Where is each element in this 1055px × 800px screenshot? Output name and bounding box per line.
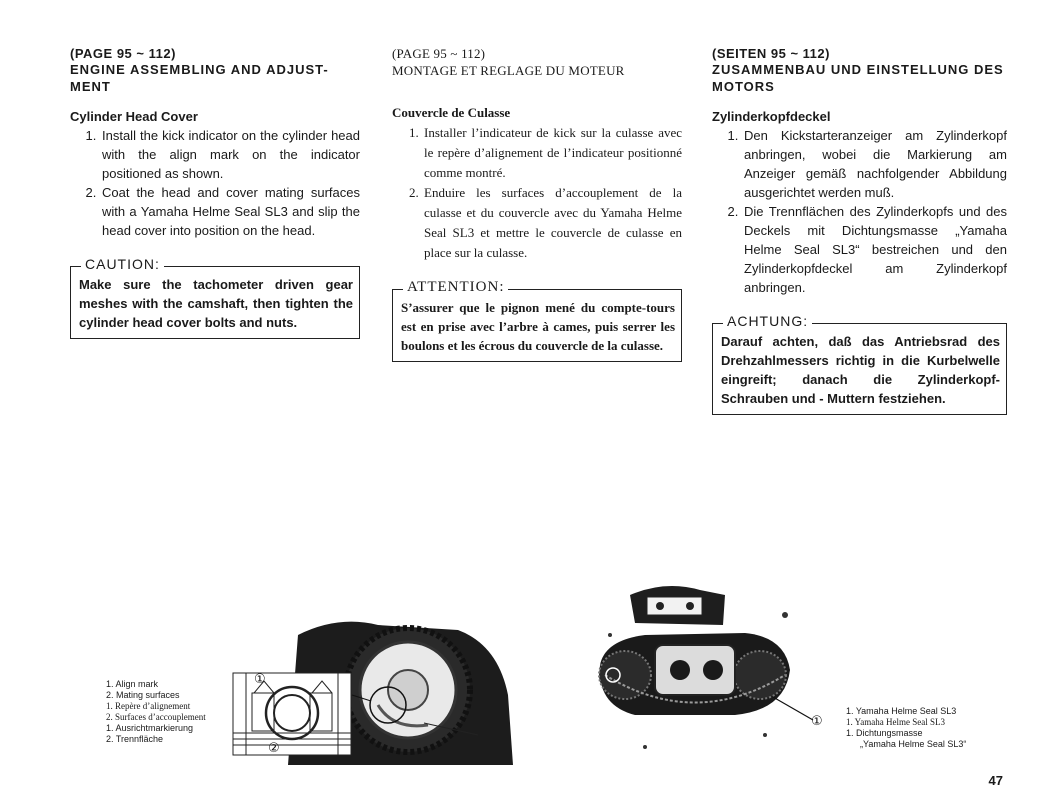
step-item: 2. Die Trennflächen des Zylinderkopfs und des Deckels mit Dichtungsmasse „Yamaha Helme Seal SL3“ bestreichen und den Zylinderkopfdeckel am Zylinderkopf anbringen. <box>742 202 1007 297</box>
step-list <box>392 123 682 263</box>
achtung-box <box>712 313 1007 415</box>
step-item: 2. Enduire les surfaces d’accouplement de la culasse et du couvercle avec du Yamaha Helme Seal SL3 et mettre le couvercle de culasse en place sur la culasse. <box>422 183 682 263</box>
english-column <box>70 46 360 339</box>
page-reference: (SEITEN 95 ~ 112) <box>712 46 830 61</box>
caption-line: „Yamaha Helme Seal SL3“ <box>860 739 967 749</box>
german-column <box>712 46 1007 415</box>
step-item: 1. Installer l’indicateur de kick sur la culasse avec le repère d’alignement de l’indicateur positionné comme montré. <box>422 123 682 183</box>
achtung-text: Darauf achten, daß das Antriebsrad des Drehzahlmessers richtig in die Kurbelwelle eingreift; danach die Zylinderkopf-Schrauben und - Muttern festziehen. <box>721 334 1000 406</box>
left-figure-captions <box>106 679 206 745</box>
achtung-label: ACHTUNG: <box>723 312 812 331</box>
subsection-heading: Cylinder Head Cover <box>70 109 198 124</box>
caption-line: 1. Align mark <box>106 679 159 689</box>
callout-1-label: ① <box>254 672 266 687</box>
caption-line: 2. Trennfläche <box>106 734 164 744</box>
callout-2-label: ② <box>268 741 280 756</box>
right-figure-captions <box>846 706 966 750</box>
caption-line: 2. Mating surfaces <box>106 690 180 700</box>
step-item: 2. Coat the head and cover mating surfaces with a Yamaha Helme Seal SL3 and slip the head cover into position on the head. <box>100 183 360 240</box>
subsection-heading: Zylinderkopfdeckel <box>712 109 831 124</box>
attention-box <box>392 279 682 362</box>
head-cover-photo <box>585 575 840 760</box>
callout-1-label: ① <box>811 714 823 729</box>
caution-label: CAUTION: <box>81 255 164 274</box>
subsection-heading: Couvercle de Culasse <box>392 105 511 120</box>
step-list <box>70 126 360 240</box>
cylinder-head-photo <box>228 605 528 765</box>
attention-label: ATTENTION: <box>403 278 508 297</box>
page-reference: (PAGE 95 ~ 112) <box>70 46 176 61</box>
french-column <box>392 46 682 362</box>
step-item: 1. Install the kick indicator on the cylinder head with the align mark on the indicator positioned as shown. <box>100 126 360 183</box>
attention-text: S’assurer que le pignon mené du compte-tours est en prise avec l’arbre à cames, puis serrer les boulons et les écrous du couvercle de la culasse. <box>401 300 675 353</box>
caption-line: 1. Yamaha Helme Seal SL3 <box>846 706 957 716</box>
page-number: 47 <box>988 773 1003 788</box>
caption-line: 2. Surfaces d’accouplement <box>106 712 206 722</box>
caption-line: 1. Dichtungsmasse <box>846 728 923 738</box>
step-item: 1. Den Kickstarteranzeiger am Zylinderkopf anbringen, wobei die Markierung am Anzeiger gemäß nachfolgender Abbildung ausgerichtet werden muß. <box>742 126 1007 202</box>
section-heading: ENGINE ASSEMBLING AND ADJUST-MENT <box>70 62 329 94</box>
caution-box <box>70 256 360 339</box>
caution-text: Make sure the tachometer driven gear meshes with the camshaft, then tighten the cylinder head cover bolts and nuts. <box>79 277 353 330</box>
page-reference: (PAGE 95 ~ 112) <box>392 46 486 61</box>
section-heading: MONTAGE ET REGLAGE DU MOTEUR <box>392 63 625 78</box>
step-list <box>712 126 1007 297</box>
caption-line: 1. Yamaha Helme Seal SL3 <box>846 717 945 727</box>
caption-line: 1. Repère d’alignement <box>106 701 191 711</box>
caption-line: 1. Ausrichtmarkierung <box>106 723 194 733</box>
section-heading: ZUSAMMENBAU UND EINSTELLUNG DES MOTORS <box>712 62 1004 94</box>
